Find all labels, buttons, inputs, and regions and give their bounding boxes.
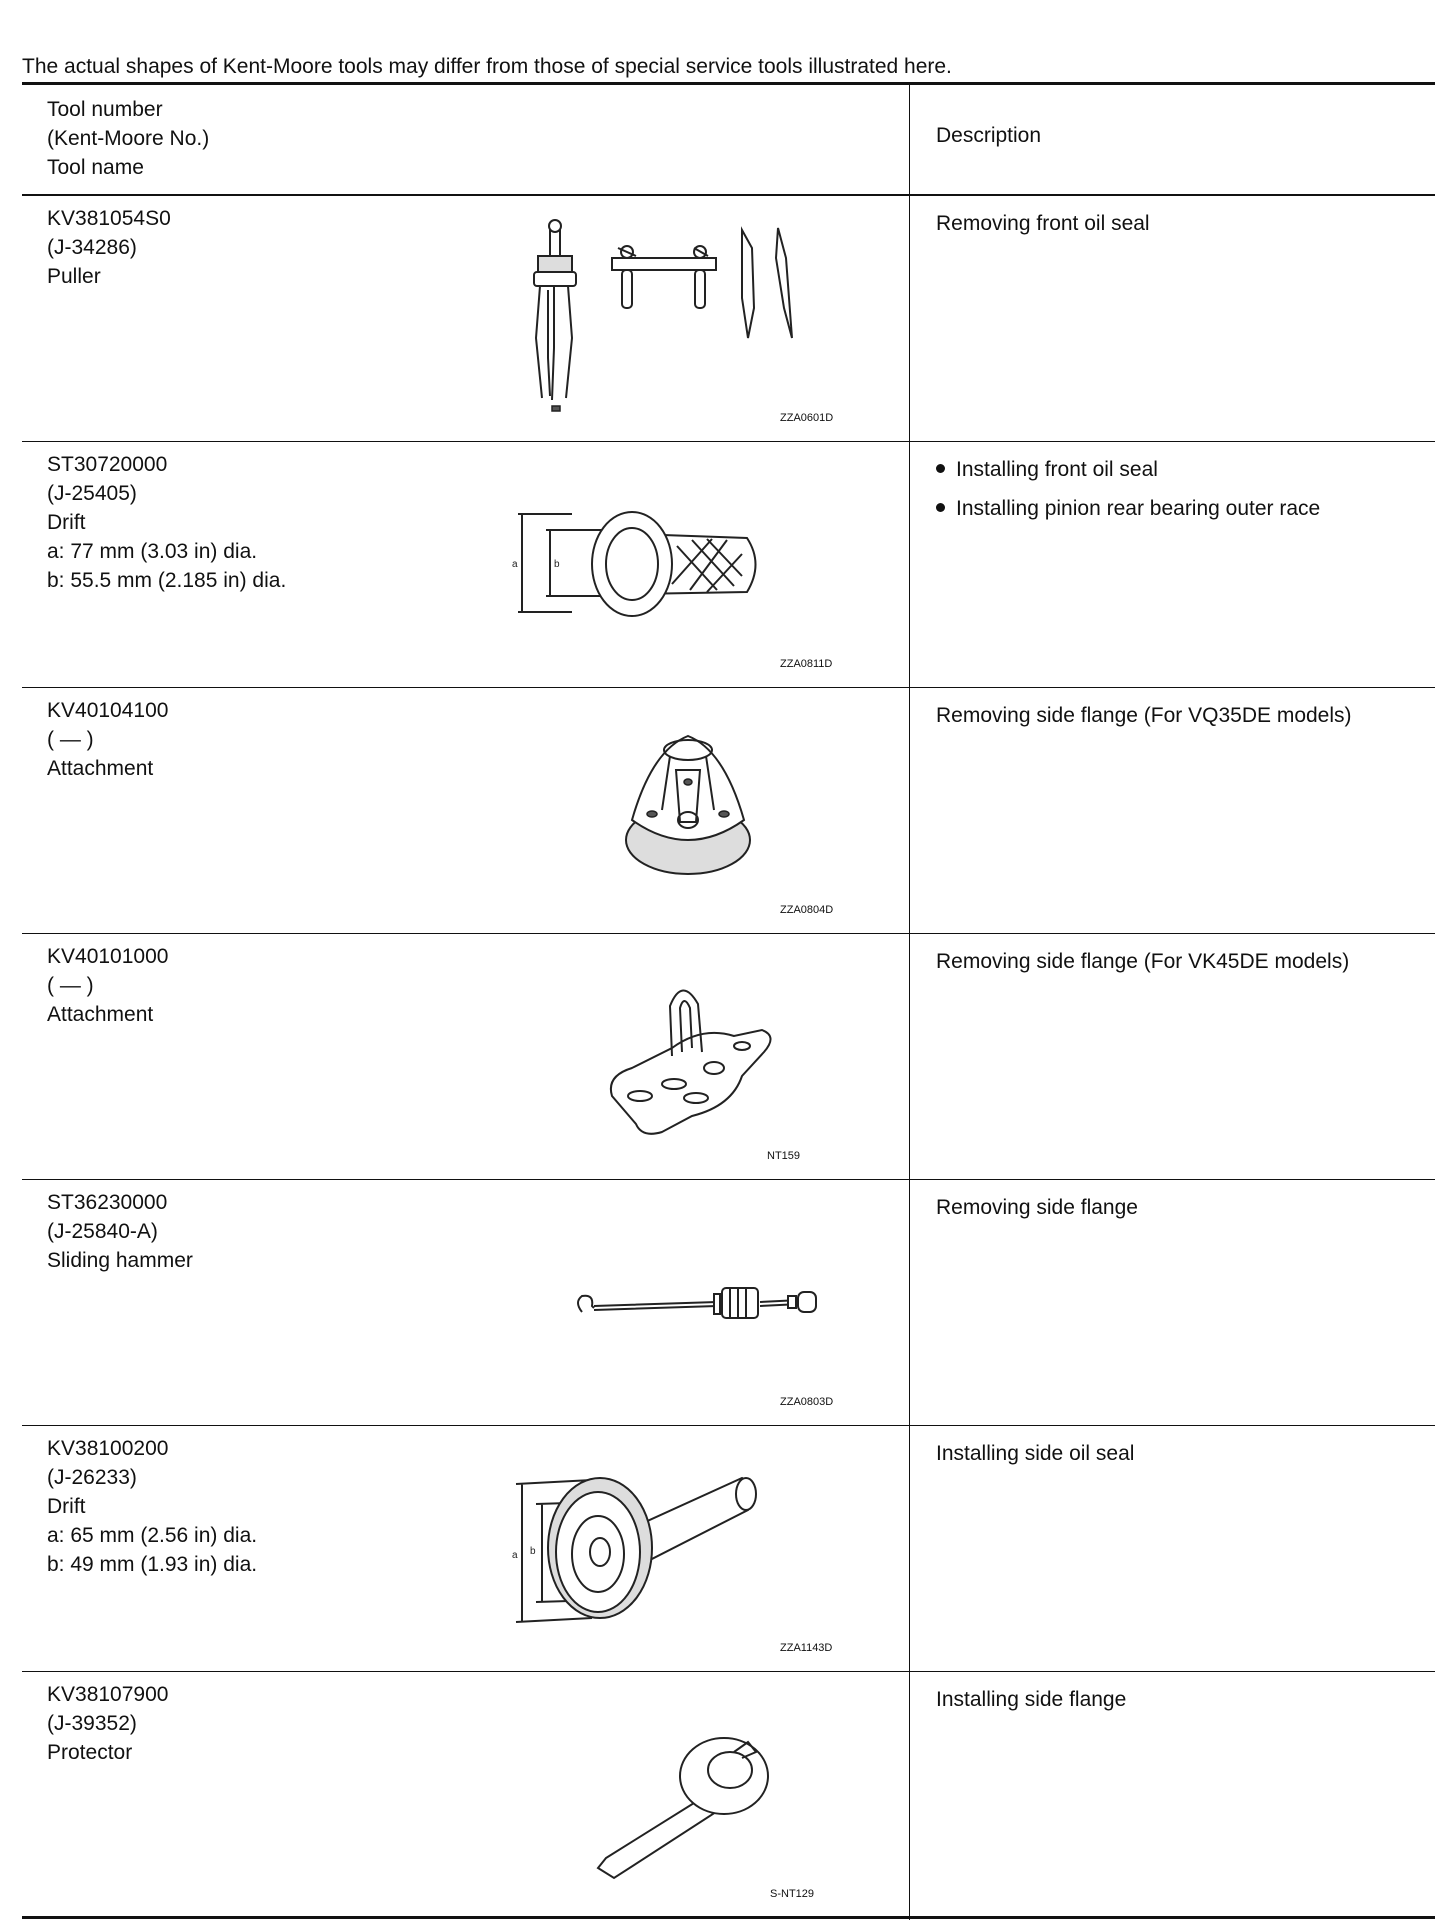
tool-name: Attachment (47, 1003, 154, 1026)
tool-description (936, 450, 1320, 528)
tool-name: Drift (47, 1495, 86, 1518)
tool-info (47, 450, 286, 595)
drift-illustration (502, 464, 842, 664)
tool-number: KV40101000 (47, 945, 169, 968)
kent-moore-number: (J-25405) (47, 482, 137, 505)
tool-info (47, 1680, 168, 1767)
figure-code: ZZA1143D (780, 1642, 833, 1654)
description-line: Installing front oil seal (936, 450, 1320, 489)
figure-code: ZZA0811D (780, 658, 833, 670)
header-description: Description (936, 124, 1042, 147)
dimension-b: b: 55.5 mm (2.185 in) dia. (47, 569, 287, 592)
table-row (22, 196, 1435, 442)
dimension-b: b: 49 mm (1.93 in) dia. (47, 1553, 258, 1576)
tool-number: KV381054S0 (47, 207, 171, 230)
tool-description (936, 1434, 1134, 1473)
kent-moore-number: ( — ) (47, 974, 94, 997)
figure-code: S-NT129 (770, 1888, 815, 1900)
drift-side-seal-illustration (502, 1448, 842, 1648)
description-line: Removing side flange (936, 1196, 1138, 1219)
tool-info (47, 696, 168, 783)
table-bottom-rule (22, 1916, 1435, 1919)
kent-moore-number: (J-34286) (47, 236, 137, 259)
tool-description (936, 1680, 1126, 1719)
description-line: Removing side flange (For VQ35DE models) (936, 704, 1352, 727)
kent-moore-number: (J-26233) (47, 1466, 137, 1489)
tool-name: Puller (47, 265, 101, 288)
figure-code: ZZA0804D (780, 904, 834, 916)
dim-a-label: a (512, 1550, 518, 1561)
tool-name: Drift (47, 511, 86, 534)
kent-moore-number: ( — ) (47, 728, 94, 751)
table-row (22, 442, 1435, 688)
tool-info (47, 942, 168, 1029)
description-line: Installing pinion rear bearing outer race (936, 489, 1320, 528)
figure-code: ZZA0803D (780, 1396, 834, 1408)
disclaimer-note: The actual shapes of Kent-Moore tools may differ from those of special service tools illustrated here. (22, 55, 952, 78)
figure-code: NT159 (767, 1150, 801, 1162)
tool-info (47, 204, 171, 291)
table-row (22, 1426, 1435, 1672)
dimension-a: a: 77 mm (3.03 in) dia. (47, 540, 258, 563)
sliding-hammer-illustration (502, 1202, 842, 1402)
tool-number: KV38100200 (47, 1437, 169, 1460)
puller-illustration (502, 218, 842, 418)
description-line: Removing side flange (For VK45DE models) (936, 950, 1350, 973)
dim-a-label: a (512, 559, 518, 570)
table-row (22, 934, 1435, 1180)
tool-name: Sliding hammer (47, 1249, 193, 1272)
tool-description (936, 696, 1352, 735)
header-tool-number: Tool number (47, 98, 163, 121)
header-tool-name: Tool name (47, 156, 144, 179)
kent-moore-number: (J-25840-A) (47, 1220, 158, 1243)
tool-number: KV40104100 (47, 699, 169, 722)
tool-info (47, 1434, 257, 1579)
table-row (22, 688, 1435, 934)
tool-description (936, 942, 1349, 981)
bullet-icon (936, 503, 945, 512)
attachment-plate-illustration (502, 956, 842, 1156)
header-tool-column (47, 95, 209, 182)
table-row (22, 1180, 1435, 1426)
table-top-rule (22, 82, 1435, 85)
description-line: Installing side flange (936, 1688, 1127, 1711)
bullet-icon (936, 464, 945, 473)
description-line: Removing front oil seal (936, 212, 1150, 235)
tool-number: ST36230000 (47, 1191, 168, 1214)
protector-illustration (502, 1694, 842, 1894)
tool-description (936, 1188, 1138, 1227)
dim-b-label: b (530, 1546, 536, 1557)
tool-number: KV38107900 (47, 1683, 169, 1706)
description-line: Installing side oil seal (936, 1442, 1135, 1465)
tool-info (47, 1188, 193, 1275)
header-kent-moore: (Kent-Moore No.) (47, 127, 210, 150)
figure-code: ZZA0601D (780, 412, 834, 424)
tool-name: Attachment (47, 757, 154, 780)
table-row (22, 1672, 1435, 1918)
attachment-illustration (502, 710, 842, 910)
tool-name: Protector (47, 1741, 133, 1764)
dimension-a: a: 65 mm (2.56 in) dia. (47, 1524, 258, 1547)
kent-moore-number: (J-39352) (47, 1712, 137, 1735)
tool-description (936, 204, 1150, 243)
tool-number: ST30720000 (47, 453, 168, 476)
dim-b-label: b (554, 559, 560, 570)
